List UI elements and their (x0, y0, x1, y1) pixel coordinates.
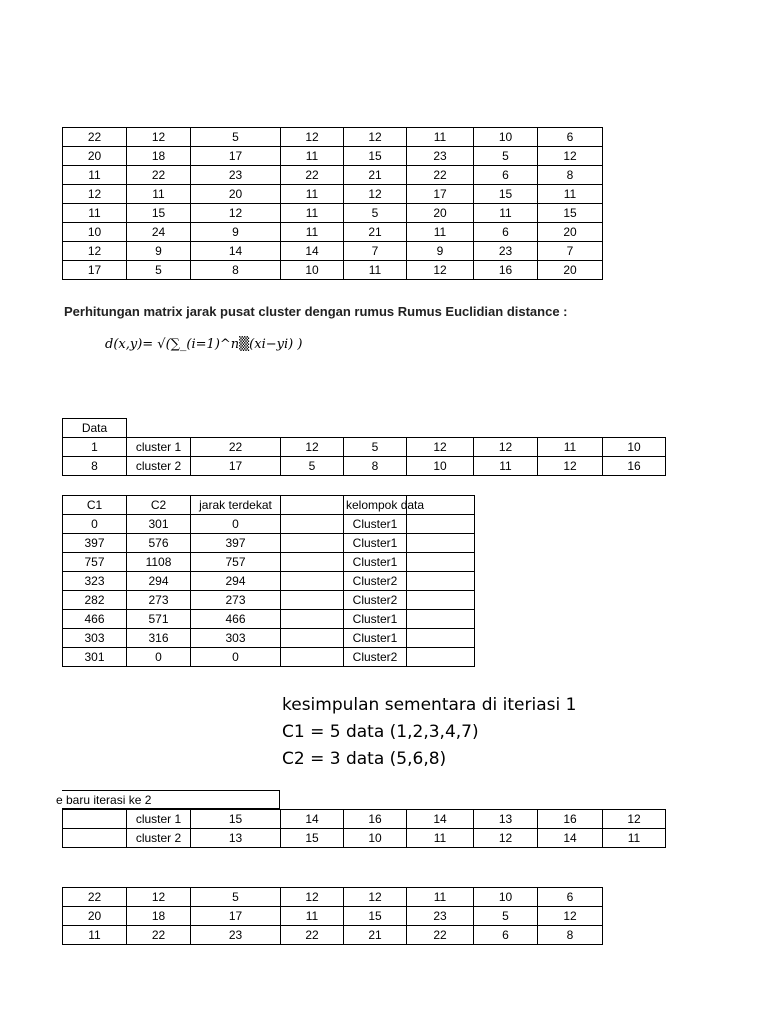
table-row (63, 610, 475, 629)
table-row (63, 223, 603, 242)
table-cell: 9 (127, 242, 191, 261)
centroid-table-body (63, 438, 666, 476)
table-cell: 757 (63, 553, 127, 572)
table-cell: 16 (474, 261, 538, 280)
table-cell: 23 (191, 166, 281, 185)
table-cell: 5 (474, 147, 538, 166)
table-row (63, 926, 603, 945)
table-cell: 20 (538, 223, 603, 242)
table-cell: 24 (127, 223, 191, 242)
table-cell: 0 (191, 648, 281, 667)
table-cell: 12 (407, 261, 474, 280)
table-cell: 18 (127, 907, 191, 926)
table-cell: 0 (127, 648, 191, 667)
table-row (63, 591, 475, 610)
table-cell: 12 (127, 128, 191, 147)
table-row (63, 629, 475, 648)
table-cell: 11 (538, 185, 603, 204)
table-row (63, 185, 603, 204)
table-cell: 8 (191, 261, 281, 280)
table-cell: 17 (191, 147, 281, 166)
table-cell (407, 629, 475, 648)
table-cell: 5 (191, 888, 281, 907)
table-cell: 20 (407, 204, 474, 223)
table-cell: 12 (344, 888, 407, 907)
table-cell: 294 (127, 572, 191, 591)
table-cell: 757 (191, 553, 281, 572)
table-cell: 11 (281, 185, 344, 204)
table-cell: 466 (63, 610, 127, 629)
table-cell: 18 (127, 147, 191, 166)
table-cell: 12 (191, 204, 281, 223)
section-heading: Perhitungan matrix jarak pusat cluster dengan rumus Rumus Euclidian distance : (64, 304, 568, 319)
table-cell: 273 (191, 591, 281, 610)
table-cell: 17 (407, 185, 474, 204)
table-cell: 12 (538, 907, 603, 926)
table-cell: 16 (603, 457, 666, 476)
table-cell: 11 (281, 223, 344, 242)
table-cell (281, 515, 344, 534)
table-cell (407, 591, 475, 610)
table-cell: 5 (344, 204, 407, 223)
table-cell: 8 (344, 457, 407, 476)
table-row (63, 829, 666, 848)
table-row (63, 648, 475, 667)
table-row (63, 166, 603, 185)
table-cell: 13 (191, 829, 281, 848)
conclusion-line-2: C1 = 5 data (1,2,3,4,7) (282, 722, 479, 742)
table-cell: 11 (407, 223, 474, 242)
table-cell: 11 (603, 829, 666, 848)
table-cell: 14 (407, 810, 474, 829)
table-cell: 23 (474, 242, 538, 261)
table-cell: 16 (344, 810, 407, 829)
data-table-top-body (63, 128, 603, 280)
table-cell: 576 (127, 534, 191, 553)
table-cell: 23 (191, 926, 281, 945)
header-c2: C2 (127, 496, 191, 515)
table-cell: 301 (63, 648, 127, 667)
table-cell: 12 (474, 829, 538, 848)
table-cell: 9 (407, 242, 474, 261)
table-cell: 5 (127, 261, 191, 280)
conclusion-line-3: C2 = 3 data (5,6,8) (282, 749, 447, 769)
table-cell (281, 572, 344, 591)
conclusion (282, 692, 576, 773)
table-cell: Cluster2 (344, 591, 407, 610)
table-cell: 323 (63, 572, 127, 591)
header-blank (281, 496, 344, 515)
table-cell: 301 (127, 515, 191, 534)
table-cell: Cluster1 (344, 610, 407, 629)
table-cell: 17 (191, 457, 281, 476)
iteration-2-label-text: e baru iterasi ke 2 (56, 793, 152, 807)
table-row (63, 457, 666, 476)
table-cell: 6 (474, 926, 538, 945)
table-cell: 571 (127, 610, 191, 629)
table-cell: 11 (281, 147, 344, 166)
data-table-bottom (62, 887, 603, 945)
table-cell: 17 (191, 907, 281, 926)
table-cell: 0 (63, 515, 127, 534)
table-cell: 22 (127, 166, 191, 185)
table-cell (407, 515, 475, 534)
table-cell: 12 (127, 888, 191, 907)
table-cell: 11 (63, 204, 127, 223)
table-cell: 15 (191, 810, 281, 829)
table-cell: 12 (407, 438, 474, 457)
table-cell: 12 (344, 128, 407, 147)
table-row (63, 438, 666, 457)
table-cell (407, 553, 475, 572)
table-cell: 23 (407, 147, 474, 166)
table-cell: 12 (474, 438, 538, 457)
distance-table-header (63, 496, 475, 515)
table-cell: 0 (191, 515, 281, 534)
data-label: Data (62, 418, 127, 438)
table-cell: Cluster1 (344, 515, 407, 534)
centroid-table (62, 437, 666, 476)
table-cell: 12 (344, 185, 407, 204)
table-cell: 7 (538, 242, 603, 261)
table-cell: 11 (407, 888, 474, 907)
table-cell: 303 (63, 629, 127, 648)
table-cell: Cluster2 (344, 648, 407, 667)
table-cell: 10 (474, 128, 538, 147)
table-row (63, 534, 475, 553)
table-cell (407, 610, 475, 629)
table-cell: 8 (538, 926, 603, 945)
table-cell (281, 610, 344, 629)
table-cell: 10 (603, 438, 666, 457)
table-row (63, 147, 603, 166)
table-cell: 1108 (127, 553, 191, 572)
table-cell: 21 (344, 223, 407, 242)
table-cell: 15 (281, 829, 344, 848)
distance-table-body (63, 515, 475, 667)
table-cell: 23 (407, 907, 474, 926)
table-cell: 12 (538, 147, 603, 166)
table-cell: 12 (63, 242, 127, 261)
table-cell: 397 (63, 534, 127, 553)
table-cell: 15 (344, 147, 407, 166)
table-row (63, 553, 475, 572)
table-cell: cluster 2 (127, 457, 191, 476)
table-cell: 22 (281, 166, 344, 185)
iteration-2-table (62, 809, 666, 848)
table-cell: 11 (63, 166, 127, 185)
table-cell: 6 (538, 128, 603, 147)
table-cell: 12 (281, 128, 344, 147)
table-cell: 16 (538, 810, 603, 829)
table-cell: 20 (63, 907, 127, 926)
table-cell: 10 (407, 457, 474, 476)
table-cell (407, 534, 475, 553)
table-cell (281, 648, 344, 667)
table-cell: 12 (281, 888, 344, 907)
table-cell: 12 (63, 185, 127, 204)
table-row (63, 888, 603, 907)
table-cell: 22 (281, 926, 344, 945)
table-cell: 316 (127, 629, 191, 648)
table-row (63, 242, 603, 261)
table-cell: 11 (538, 438, 603, 457)
table-cell: 8 (63, 457, 127, 476)
table-cell (63, 829, 127, 848)
table-cell: 5 (281, 457, 344, 476)
header-c1: C1 (63, 496, 127, 515)
table-cell: 5 (191, 128, 281, 147)
table-cell: 21 (344, 926, 407, 945)
iteration-2-table-body (63, 810, 666, 848)
table-cell: 6 (474, 223, 538, 242)
table-cell (281, 534, 344, 553)
table-cell: 17 (63, 261, 127, 280)
table-cell: 294 (191, 572, 281, 591)
table-row (63, 204, 603, 223)
euclidean-formula: d(x,y)= √(∑_(i=1)^n▒(xi−yi) ) (105, 337, 303, 352)
table-cell: Cluster1 (344, 629, 407, 648)
table-cell: 12 (603, 810, 666, 829)
table-cell (407, 572, 475, 591)
table-cell (63, 810, 127, 829)
table-row (63, 907, 603, 926)
table-cell: 22 (63, 128, 127, 147)
table-cell: 15 (344, 907, 407, 926)
iteration-2-label (56, 790, 280, 809)
table-cell (281, 591, 344, 610)
table-cell: 14 (538, 829, 603, 848)
table-cell: cluster 2 (127, 829, 191, 848)
table-cell: 11 (281, 204, 344, 223)
data-table-top (62, 127, 603, 280)
table-cell: cluster 1 (127, 810, 191, 829)
table-cell: 22 (407, 166, 474, 185)
table-cell: 9 (191, 223, 281, 242)
table-cell: Cluster1 (344, 553, 407, 572)
header-group: kelompok data (344, 496, 407, 515)
table-cell: Cluster1 (344, 534, 407, 553)
table-cell (281, 553, 344, 572)
table-cell: 11 (474, 457, 538, 476)
table-row (63, 810, 666, 829)
table-cell (281, 629, 344, 648)
conclusion-line-1: kesimpulan sementara di iteriasi 1 (282, 695, 577, 715)
header-nearest: jarak terdekat (191, 496, 281, 515)
table-cell: 15 (127, 204, 191, 223)
table-cell: 273 (127, 591, 191, 610)
table-cell: 303 (191, 629, 281, 648)
table-cell: 20 (191, 185, 281, 204)
data-table-bottom-body (63, 888, 603, 945)
distance-table (62, 495, 475, 667)
table-cell: 12 (281, 438, 344, 457)
table-cell: 8 (538, 166, 603, 185)
table-cell: 22 (407, 926, 474, 945)
table-cell: 14 (281, 242, 344, 261)
table-cell: 10 (474, 888, 538, 907)
table-cell: 11 (63, 926, 127, 945)
table-cell: 11 (407, 128, 474, 147)
table-cell: 10 (281, 261, 344, 280)
table-cell: 7 (344, 242, 407, 261)
table-cell: 22 (191, 438, 281, 457)
table-cell: 22 (63, 888, 127, 907)
table-cell: 466 (191, 610, 281, 629)
table-cell: 6 (474, 166, 538, 185)
table-row (63, 515, 475, 534)
table-cell (407, 648, 475, 667)
table-cell: 12 (538, 457, 603, 476)
table-cell: 11 (127, 185, 191, 204)
table-cell: Cluster2 (344, 572, 407, 591)
table-cell: 397 (191, 534, 281, 553)
table-cell: 1 (63, 438, 127, 457)
table-cell: 11 (407, 829, 474, 848)
table-cell: cluster 1 (127, 438, 191, 457)
table-cell: 15 (538, 204, 603, 223)
table-cell: 22 (127, 926, 191, 945)
table-cell: 15 (474, 185, 538, 204)
table-cell: 5 (344, 438, 407, 457)
table-cell: 5 (474, 907, 538, 926)
table-cell: 6 (538, 888, 603, 907)
table-cell: 21 (344, 166, 407, 185)
table-cell: 20 (538, 261, 603, 280)
table-cell: 11 (344, 261, 407, 280)
table-cell: 20 (63, 147, 127, 166)
table-row (63, 261, 603, 280)
table-row (63, 572, 475, 591)
table-cell: 10 (63, 223, 127, 242)
table-cell: 14 (281, 810, 344, 829)
table-cell: 10 (344, 829, 407, 848)
table-cell: 11 (281, 907, 344, 926)
table-cell: 11 (474, 204, 538, 223)
table-cell: 14 (191, 242, 281, 261)
table-row (63, 128, 603, 147)
table-cell: 13 (474, 810, 538, 829)
table-cell: 282 (63, 591, 127, 610)
